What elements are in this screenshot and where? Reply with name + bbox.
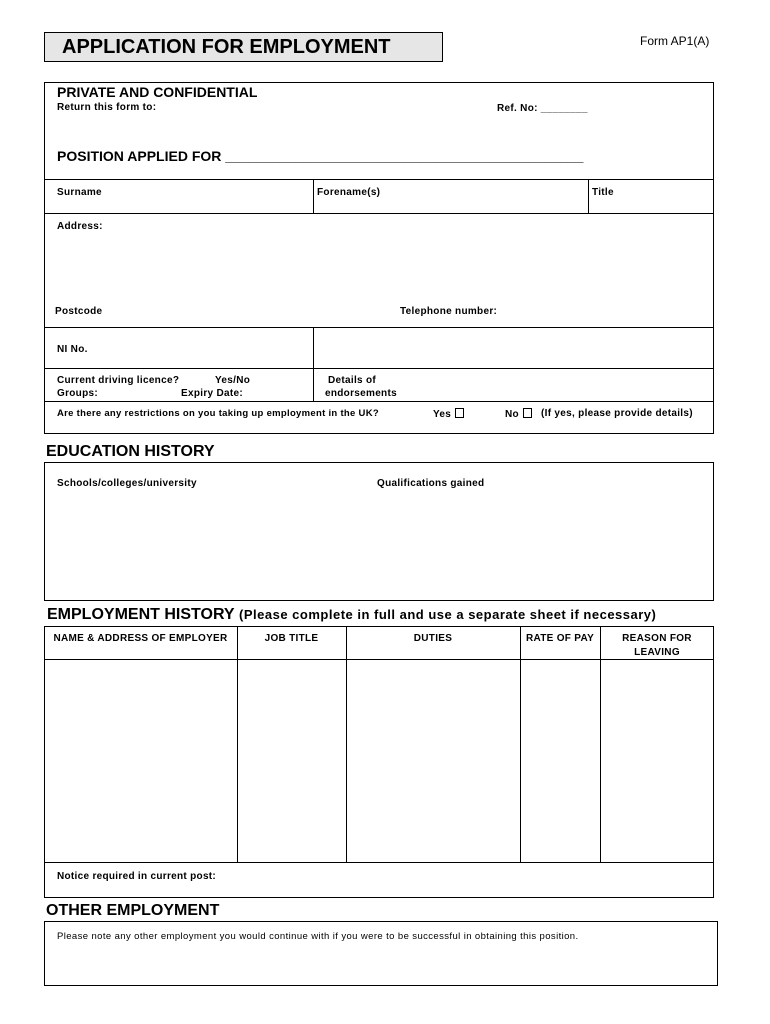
ni-number-field[interactable]: NI No.	[57, 344, 88, 355]
employment-cell-duties[interactable]	[347, 660, 520, 862]
col-reason-line1: REASON FOR	[622, 633, 692, 644]
employment-note: (Please complete in full and use a separate sheet if necessary)	[239, 607, 657, 622]
col-rate-of-pay: RATE OF PAY	[525, 633, 595, 644]
address-field[interactable]: Address:	[57, 221, 103, 232]
restrictions-yes-checkbox[interactable]	[455, 408, 464, 418]
title-field[interactable]: Title	[592, 187, 614, 198]
restrictions-question: Are there any restrictions on you taking up employment in the UK?	[57, 408, 379, 419]
private-confidential-heading: PRIVATE AND CONFIDENTIAL	[57, 84, 258, 100]
driving-licence-yes-no[interactable]: Yes/No	[215, 375, 251, 386]
employment-cell-reason[interactable]	[601, 660, 713, 862]
restrictions-no-label: No	[505, 409, 519, 420]
restrictions-no[interactable]	[505, 408, 532, 420]
employment-heading: EMPLOYMENT HISTORY	[47, 606, 235, 623]
form-code: Form AP1(A)	[640, 34, 710, 48]
telephone-field[interactable]: Telephone number:	[400, 306, 498, 317]
position-applied-field[interactable]: POSITION APPLIED FOR ______________________________________________	[57, 148, 584, 164]
col-employer: NAME & ADDRESS OF EMPLOYER	[53, 633, 228, 644]
col-reason-line2: LEAVING	[634, 647, 680, 658]
restrictions-no-checkbox[interactable]	[523, 408, 532, 418]
employment-cell-employer[interactable]	[45, 660, 237, 862]
employment-cell-rate[interactable]	[521, 660, 600, 862]
other-employment-heading: OTHER EMPLOYMENT	[46, 902, 220, 919]
schools-label: Schools/colleges/university	[57, 478, 197, 489]
notice-required-field[interactable]: Notice required in current post:	[57, 871, 217, 882]
other-employment-note: Please note any other employment you would continue with if you were to be successful in obtaining this position.	[57, 931, 579, 942]
postcode-field[interactable]: Postcode	[55, 306, 103, 317]
restrictions-yes[interactable]	[433, 408, 464, 420]
page-title: APPLICATION FOR EMPLOYMENT	[62, 36, 391, 58]
return-to-label: Return this form to:	[57, 102, 157, 113]
details-of-label: Details of	[328, 375, 377, 386]
groups-field[interactable]: Groups:	[57, 388, 98, 399]
driving-licence-label: Current driving licence?	[57, 375, 180, 386]
restrictions-yes-label: Yes	[433, 409, 452, 420]
col-duties: DUTIES	[413, 633, 453, 644]
restrictions-details-note: (If yes, please provide details)	[541, 408, 693, 419]
employment-cell-job-title[interactable]	[238, 660, 346, 862]
surname-field[interactable]: Surname	[57, 187, 102, 198]
employment-heading-row	[47, 606, 656, 624]
expiry-date-field[interactable]: Expiry Date:	[181, 388, 243, 399]
qualifications-label: Qualifications gained	[377, 478, 485, 489]
forenames-field[interactable]: Forename(s)	[317, 187, 381, 198]
endorsements-field[interactable]: endorsements	[325, 388, 397, 399]
education-heading: EDUCATION HISTORY	[46, 443, 215, 460]
ref-no-field[interactable]: Ref. No: ________	[497, 103, 588, 114]
col-job-title: JOB TITLE	[264, 633, 319, 644]
